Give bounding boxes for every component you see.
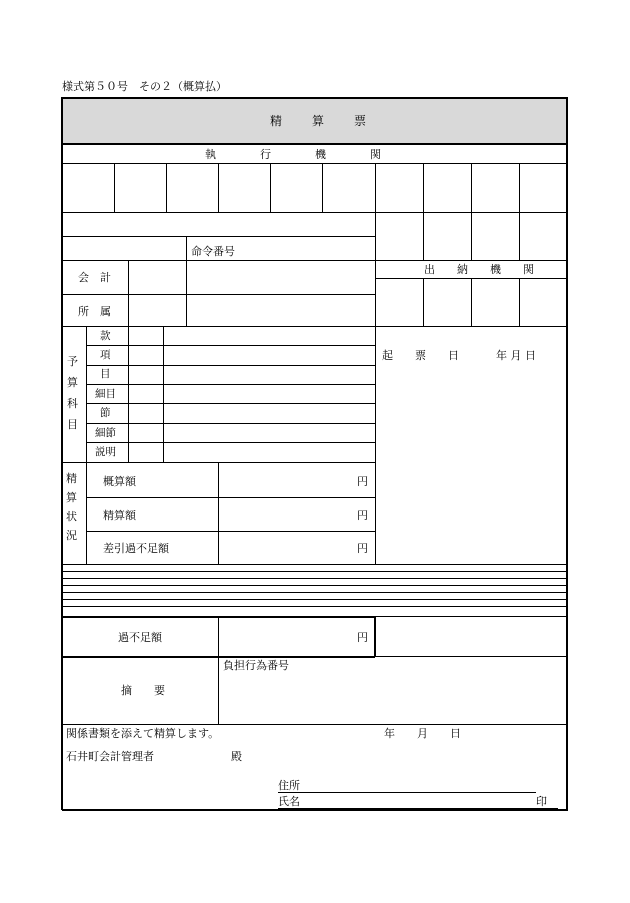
line-title-bottom: [62, 143, 567, 145]
vline-acct-label: [128, 260, 129, 326]
line-order-row: [62, 260, 567, 261]
budget-item-6: 説明: [95, 446, 116, 458]
line-budget-4: [86, 403, 375, 404]
vline-exec-1: [114, 163, 115, 212]
vline-budget-2: [163, 326, 164, 462]
form-title: 精 算 票: [270, 114, 369, 128]
vline-disb-1: [423, 278, 424, 326]
vline-order: [186, 236, 187, 260]
seal-mark: 印: [536, 795, 547, 808]
line-settle-2: [86, 531, 375, 532]
settlement-row-1-label: 精算額: [103, 509, 136, 522]
settlement-row-2-label: 差引過不足額: [103, 542, 169, 555]
statement-text: 関係書類を添えて精算します。: [66, 727, 220, 740]
line-exec-header: [62, 163, 567, 164]
line-budget-6: [86, 442, 375, 443]
vline-main-split: [375, 163, 376, 564]
vline-budget-cat: [86, 326, 87, 564]
budget-item-5: 細節: [95, 427, 116, 439]
vline-disb-3: [519, 278, 520, 326]
form-number: 様式第５０号 その２（概算払）: [62, 80, 227, 93]
budget-item-4: 節: [100, 407, 111, 419]
vline-exec-4: [270, 163, 271, 212]
budget-item-3: 細目: [95, 388, 116, 400]
line-settle-end: [62, 564, 567, 565]
order-number-label: 命令番号: [191, 245, 235, 258]
honorific: 殿: [231, 750, 242, 763]
settlement-status-label: 精 算 状 況: [66, 472, 77, 542]
disbursement-agency-label: 出 納 機 関: [424, 263, 534, 276]
line-remarks-bottom: [62, 724, 567, 725]
burden-number-label: 負担行為番号: [223, 659, 289, 672]
execution-agency-label: 執 行 機 関: [205, 148, 381, 161]
frame-bottom: [62, 809, 568, 811]
line-stack-6: [62, 606, 567, 607]
budget-item-2: 目: [100, 368, 111, 380]
vline-budget-1: [128, 326, 129, 462]
budget-item-1: 項: [100, 349, 111, 361]
address-underline: [278, 792, 536, 793]
vline-exec-3: [218, 163, 219, 212]
drafting-date-ymd: 年 月 日: [496, 349, 536, 362]
line-affiliation: [62, 326, 567, 327]
vline-excess: [218, 616, 219, 724]
line-remarks-top: [375, 656, 567, 657]
frame-right: [566, 97, 568, 810]
statement-date: 年 月 日: [384, 727, 461, 740]
line-stack-3: [62, 585, 567, 586]
settlement-row-0-label: 概算額: [103, 475, 136, 488]
frame-top: [62, 97, 568, 99]
accounting-label: 会 計: [78, 271, 111, 284]
address-label: 住所: [278, 779, 300, 792]
line-budget-5: [86, 423, 375, 424]
settlement-row-1-unit: 円: [357, 509, 368, 522]
addressee: 石井町会計管理者: [66, 750, 154, 763]
line-budget-3: [86, 384, 375, 385]
line-stack-4: [62, 592, 567, 593]
line-stack-5: [62, 599, 567, 600]
line-exec-cells: [62, 212, 567, 213]
vline-exec-5: [322, 163, 323, 212]
remarks-label: 摘 要: [121, 684, 165, 697]
settlement-row-0-unit: 円: [357, 475, 368, 488]
line-settle-1: [86, 497, 375, 498]
vline-acct-value: [186, 260, 187, 326]
line-blank-row: [62, 236, 375, 237]
line-stack-2: [62, 578, 567, 579]
budget-category-label: 予 算 科 目: [67, 355, 78, 431]
vline-exec-2: [166, 163, 167, 212]
settlement-row-2-unit: 円: [357, 542, 368, 555]
drafting-date-label: 起 票 日: [382, 349, 459, 362]
vline-right-1: [423, 163, 424, 260]
affiliation-label: 所 属: [78, 305, 111, 318]
line-budget-2: [86, 365, 375, 366]
excess-deficit-unit: 円: [357, 631, 368, 644]
vline-disb-2: [471, 278, 472, 326]
line-accounting: [62, 294, 375, 295]
excess-deficit-label: 過不足額: [118, 631, 162, 644]
frame-left: [61, 97, 63, 810]
budget-item-0: 款: [100, 330, 111, 342]
vline-right-2: [471, 163, 472, 260]
line-stack-1: [62, 571, 567, 572]
line-excess-box-right: [374, 616, 376, 657]
name-label: 氏名: [278, 795, 300, 808]
line-budget-1: [86, 345, 375, 346]
vline-settle: [218, 462, 219, 564]
name-underline: [278, 808, 558, 809]
vline-right-3: [519, 163, 520, 260]
